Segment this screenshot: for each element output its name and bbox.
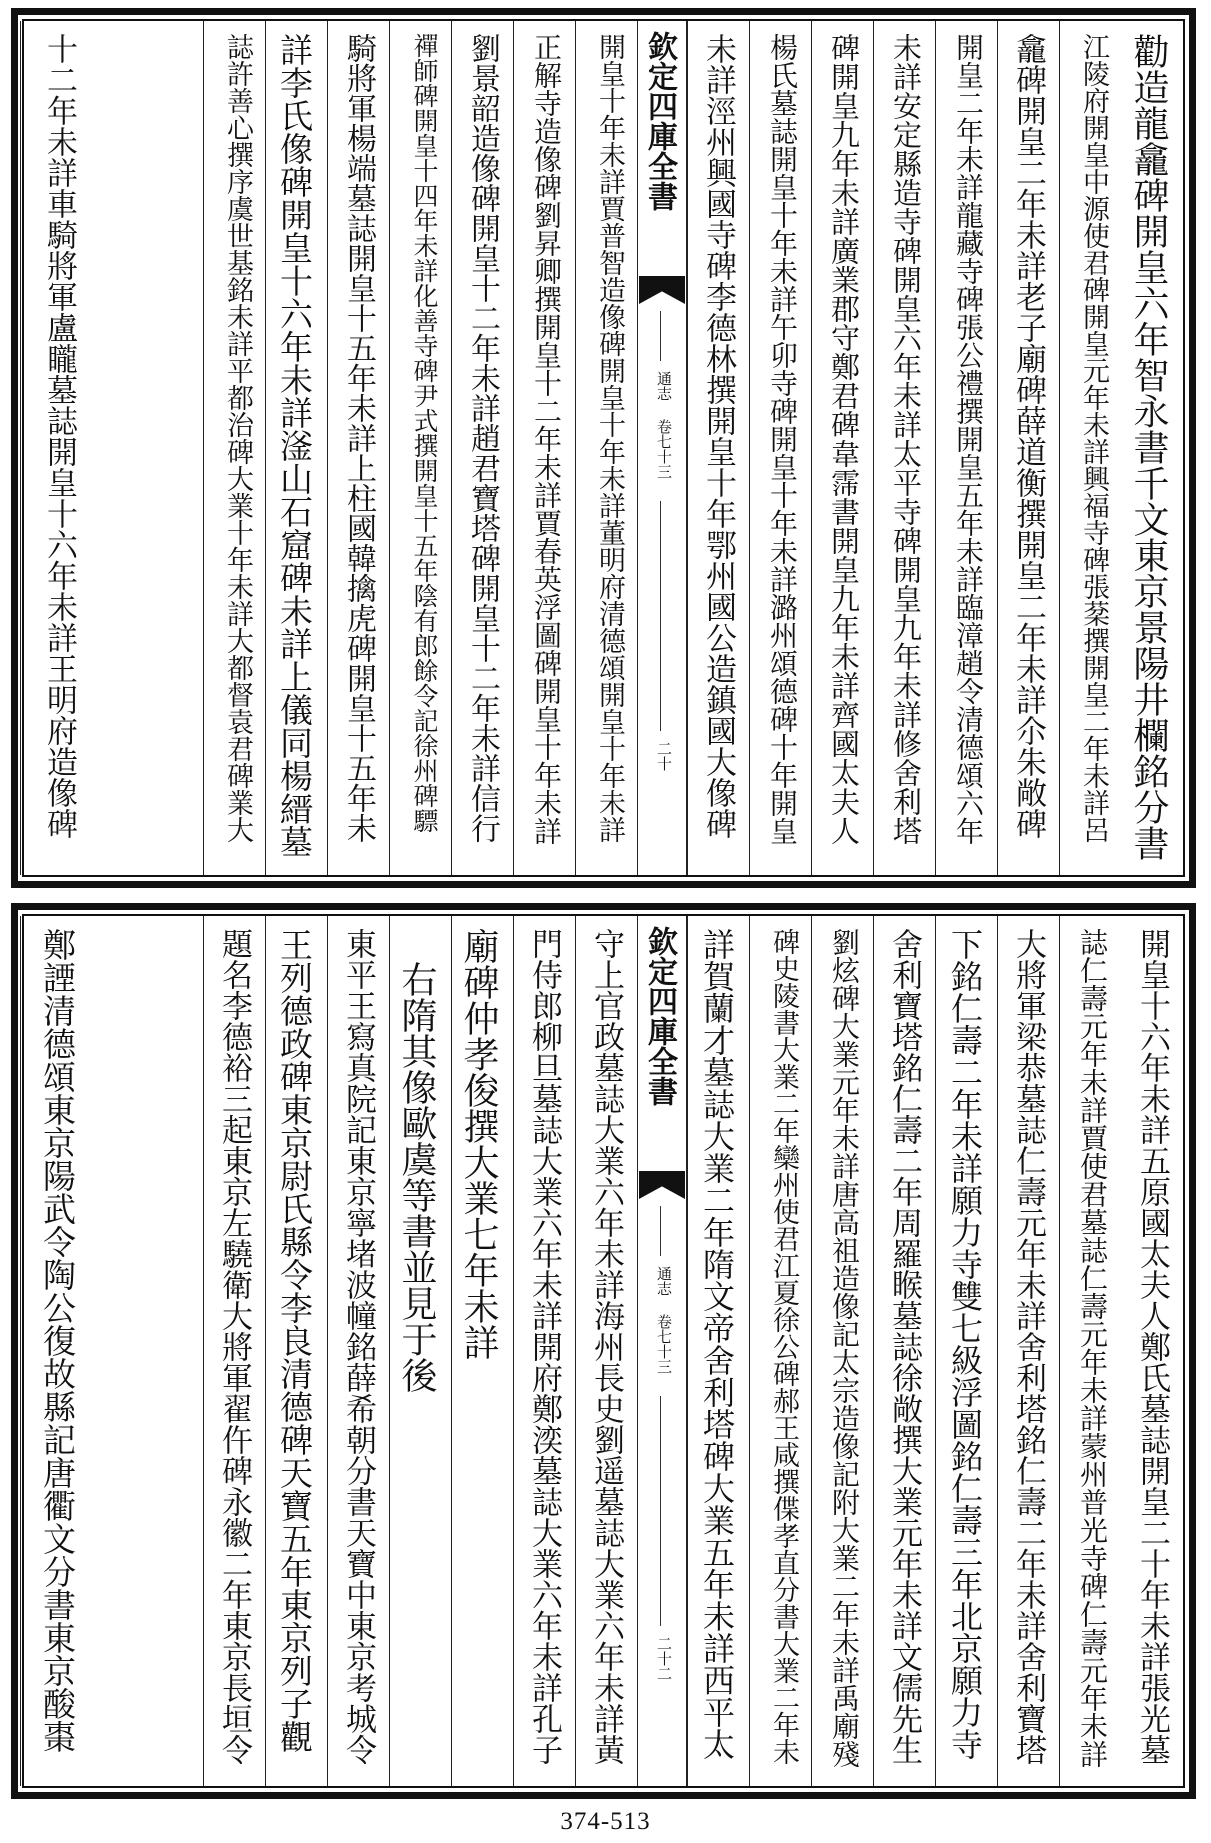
column-text: 右隋其像歐虞等書並見于後 [396, 961, 437, 1393]
text-column [997, 21, 1059, 875]
page-number: 374-513 [560, 1808, 651, 1835]
column-text: 東平王寫真院記東京寧堵波幢銘薛希朝分書天寶中東京考城令 [340, 928, 376, 1765]
text-column [575, 21, 637, 875]
text-column [811, 21, 873, 875]
text-column [1121, 21, 1183, 875]
leaf-number: 二十 [655, 741, 673, 771]
column-text: 劉景韶造像碑開皇十二年未詳趙君寶塔碑開皇十二年未詳信行 [465, 33, 500, 843]
bottom-page-frame [11, 903, 1196, 1799]
text-column [389, 916, 451, 1786]
text-column [873, 21, 935, 875]
column-text: 未詳涇州興國寺碑李德林撰開皇十年鄂州國公造鎮國大像碑 [700, 33, 736, 839]
text-column [203, 916, 265, 1786]
column-text: 門侍郎柳旦墓誌大業六年未詳開府鄭湙墓誌大業六年未詳孔子 [526, 928, 562, 1765]
text-column [389, 21, 451, 875]
text-column [935, 21, 997, 875]
column-text: 鄭諲清德頌東京陽武令陶公復故縣記唐衢文分書東京酸棗 [38, 928, 77, 1753]
column-text: 開皇二年未詳龍藏寺碑張公禮撰開皇五年未詳臨漳趙令清德頌六年 [952, 33, 985, 845]
volume-label: 通志 卷七十三 [655, 371, 673, 479]
gutter-line [660, 1396, 661, 1626]
column-text: 十二年未詳車騎將軍盧矓墓誌開皇十六年未詳王明府造像碑 [41, 33, 77, 839]
column-text: 龕碑開皇二年未詳老子廟碑薛道衡撰開皇二年未詳尒朱敞碑 [1010, 33, 1046, 839]
column-text: 誌許善心撰序虞世基銘未詳平都治碑大業十年未詳大都督袁君碑業大 [222, 33, 253, 843]
text-column [1059, 21, 1121, 875]
column-text: 舍利寶塔銘仁壽二年周羅睺墓誌徐敞撰大業元年未詳文儒先生 [886, 928, 922, 1765]
column-text: 勸造龍龕碑開皇六年智永書千文東京景陽井欄銘分書 [1128, 33, 1169, 861]
text-column [687, 916, 749, 1786]
text-column [687, 21, 749, 875]
text-column [1059, 916, 1121, 1786]
text-column [811, 916, 873, 1786]
text-column [1121, 916, 1183, 1786]
text-column [203, 21, 265, 875]
column-text: 碑開皇九年未詳廣業郡守鄭君碑韋霈書開皇九年未詳齊國太夫人 [827, 33, 861, 845]
text-column [513, 21, 575, 875]
text-column [20, 21, 203, 875]
column-text: 下銘仁壽二年未詳願力寺雙七級浮圖銘仁壽三年北京願力寺 [946, 928, 984, 1760]
bottom-page-inner-border [22, 914, 1185, 1788]
text-column [749, 916, 811, 1786]
text-column [575, 916, 637, 1786]
text-column [749, 21, 811, 875]
gutter-line [660, 311, 661, 361]
text-column [873, 916, 935, 1786]
column-text: 王列德政碑東京尉氏縣令李良清德碑天寶五年東京列子觀 [275, 928, 314, 1753]
gutter-line [660, 1206, 661, 1256]
column-text: 正解寺造像碑劉昇卿撰開皇十二年未詳賈春英浮圖碑開皇十年未詳 [530, 33, 563, 845]
text-column [265, 21, 327, 875]
volume-label: 通志 卷七十三 [655, 1266, 673, 1374]
book-title: 欽定四庫全書 [642, 926, 677, 1106]
text-column [935, 916, 997, 1786]
column-text: 誌仁壽元年未詳賈使君墓誌仁壽元年未詳蒙州普光寺碑仁壽元年未詳 [1076, 928, 1109, 1768]
fish-tail-mark [639, 1171, 685, 1199]
text-column [265, 916, 327, 1786]
column-text: 碑史陵書大業二年欒州使君江夏徐公碑郝王咸撰偞孝直分書大業二年未 [768, 928, 799, 1765]
column-text: 開皇十六年未詳五原國太夫人鄭氏墓誌開皇二十年未詳張光墓 [1134, 928, 1170, 1765]
column-text: 江陵府開皇中源使君碑開皇元年未詳興福寺碑張棻撰開皇二年未詳呂 [1078, 33, 1109, 843]
center-gutter [637, 21, 687, 875]
column-text: 詳李氏像碑開皇十六年未詳滏山石窟碑未詳上儀同楊縉墓 [275, 33, 314, 858]
column-text: 劉炫碑大業元年未詳唐高祖造像記太宗造像記附大業二年未詳禹廟殘 [828, 928, 861, 1768]
column-text: 楊氏墓誌開皇十年未詳午卯寺碑開皇十年未詳潞州頌德碑十年開皇 [766, 33, 799, 845]
column-text: 禪師碑開皇十四年未詳化善寺碑尹式撰開皇十五年陰有郎餘令記徐州碑驃 [410, 33, 439, 833]
text-column [20, 916, 203, 1786]
text-column [513, 916, 575, 1786]
text-column [327, 916, 389, 1786]
gutter-line [660, 501, 661, 731]
column-text: 守上官政墓誌大業六年未詳海州長史劉遥墓誌大業六年未詳黃 [588, 928, 624, 1765]
top-page-frame [11, 8, 1196, 888]
column-text: 開皇十年未詳賈普智造像碑開皇十年未詳董明府清德頌開皇十年未詳 [594, 33, 625, 843]
column-text: 題名李德裕三起東京左驍衛大將軍翟仵碑永徽二年東京長垣令 [216, 928, 252, 1765]
column-text: 未詳安定縣造寺碑開皇六年未詳太平寺碑開皇九年未詳修舍利塔 [889, 33, 923, 845]
column-text: 廟碑仲孝俊撰大業七年未詳 [458, 928, 499, 1360]
text-column [451, 21, 513, 875]
column-text: 大將軍梁恭墓誌仁壽元年未詳舍利塔銘仁壽二年未詳舍利寶塔 [1010, 928, 1046, 1765]
leaf-number: 二十二 [655, 1636, 673, 1681]
text-column [451, 916, 513, 1786]
text-column [997, 916, 1059, 1786]
column-text: 騎將軍楊端墓誌開皇十五年未詳上柱國韓擒虎碑開皇十五年未 [341, 33, 376, 843]
book-title: 欽定四庫全書 [642, 31, 677, 211]
column-text: 詳賀蘭才墓誌大業二年隋文帝舍利塔碑大業五年未詳西平太 [698, 928, 736, 1760]
text-column [327, 21, 389, 875]
fish-tail-mark [639, 276, 685, 304]
top-page-inner-border [22, 19, 1185, 877]
center-gutter [637, 916, 687, 1786]
